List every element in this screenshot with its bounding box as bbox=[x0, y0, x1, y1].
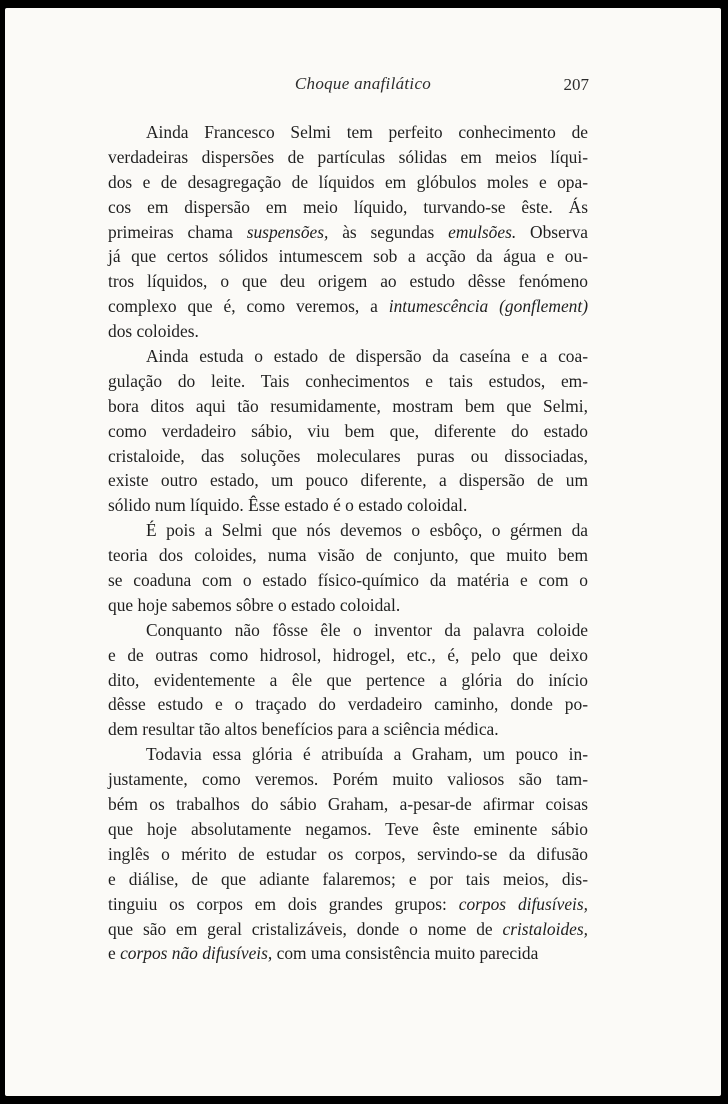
text-run: bora ditos aqui tão resumidamente, mostram bem que Selmi, bbox=[108, 395, 588, 416]
text-line bbox=[108, 742, 588, 767]
text-run: cos em dispersão em meio líquido, turvando-se êste. Ás bbox=[108, 196, 588, 217]
italic-term: cristaloides, bbox=[502, 918, 588, 939]
text-line bbox=[108, 767, 588, 792]
text-run: justamente, como veremos. Porém muito valiosos são tam- bbox=[108, 769, 588, 790]
text-line bbox=[108, 618, 588, 643]
text-line bbox=[108, 518, 588, 543]
paragraph bbox=[108, 120, 588, 344]
italic-term: corpos difusíveis, bbox=[458, 893, 588, 914]
text-run: e bbox=[108, 943, 121, 964]
text-line bbox=[108, 145, 588, 170]
text-run: dos e de desagregação de líquidos em glóbulos moles e opa- bbox=[108, 171, 588, 192]
text-line bbox=[108, 593, 588, 618]
text-run: já que certos sólidos intumescem sob a acção da água e ou- bbox=[108, 246, 588, 267]
text-run: como verdadeiro sábio, viu bem que, diferente do estado bbox=[108, 420, 588, 441]
text-line bbox=[108, 792, 588, 817]
book-page bbox=[5, 8, 721, 1096]
text-run: que hoje sabemos sôbre o estado coloidal. bbox=[108, 594, 401, 615]
text-line bbox=[108, 220, 588, 245]
text-run: existe outro estado, um pouco diferente, a dispersão de um bbox=[108, 470, 588, 491]
text-line bbox=[108, 842, 588, 867]
text-run: teoria dos coloides, numa visão de conjunto, que muito bem bbox=[108, 545, 588, 566]
text-line bbox=[108, 692, 588, 717]
paragraph bbox=[108, 344, 588, 518]
paragraph bbox=[108, 618, 588, 742]
text-run: dem resultar tão altos benefícios para a sciência médica. bbox=[108, 719, 499, 740]
text-run: sólido num líquido. Êsse estado é o estado coloidal. bbox=[108, 495, 468, 516]
text-run: inglês o mérito de estudar os corpos, servindo-se da difusão bbox=[108, 843, 588, 864]
text-line bbox=[108, 817, 588, 842]
text-run: cristaloide, das soluções moleculares puras ou dissociadas, bbox=[108, 445, 588, 466]
text-line bbox=[108, 568, 588, 593]
text-line bbox=[108, 444, 588, 469]
text-run: Conquanto não fôsse êle o inventor da palavra coloide bbox=[146, 619, 588, 640]
text-run: que hoje absolutamente negamos. Teve êste eminente sábio bbox=[108, 818, 588, 839]
paragraph bbox=[108, 742, 588, 966]
text-run: e diálise, de que adiante falaremos; e por tais meios, dis- bbox=[108, 868, 588, 889]
text-run: às segundas bbox=[328, 221, 449, 242]
text-line bbox=[108, 170, 588, 195]
text-run: dito, evidentemente a êle que pertence a glória do início bbox=[108, 669, 588, 690]
text-line bbox=[108, 344, 588, 369]
text-run: que são em geral cristalizáveis, donde o nome de bbox=[108, 918, 503, 939]
text-run: Todavia essa glória é atribuída a Graham, um pouco in- bbox=[146, 744, 588, 765]
page-header bbox=[5, 74, 721, 100]
page-number: 207 bbox=[563, 75, 589, 94]
text-run: Ainda estuda o estado de dispersão da caseína e a coa- bbox=[146, 346, 588, 367]
text-line bbox=[108, 717, 588, 742]
text-line bbox=[108, 941, 588, 966]
text-line bbox=[108, 917, 588, 942]
text-line bbox=[108, 892, 588, 917]
italic-term: suspensões, bbox=[246, 221, 329, 242]
italic-term: corpos não difusíveis, bbox=[120, 943, 273, 964]
text-line bbox=[108, 120, 588, 145]
text-run: tinguiu os corpos em dois grandes grupos: bbox=[108, 893, 459, 914]
text-line bbox=[108, 294, 588, 319]
text-line bbox=[108, 493, 588, 518]
text-run: se coaduna com o estado físico-químico da matéria e com o bbox=[108, 570, 588, 591]
text-run: Observa bbox=[516, 221, 588, 242]
text-line bbox=[108, 244, 588, 269]
text-line bbox=[108, 195, 588, 220]
text-run: com uma consistência muito parecida bbox=[272, 943, 539, 964]
text-run: dêsse estudo e o traçado do verdadeiro caminho, donde po- bbox=[108, 694, 588, 715]
text-run: bém os trabalhos do sábio Graham, a-pesar-de afirmar coisas bbox=[108, 794, 588, 815]
text-line bbox=[108, 394, 588, 419]
text-run: dos coloides. bbox=[108, 321, 199, 342]
text-line bbox=[108, 543, 588, 568]
text-line bbox=[108, 468, 588, 493]
body-text bbox=[108, 120, 588, 966]
text-line bbox=[108, 668, 588, 693]
text-line bbox=[108, 419, 588, 444]
text-run: tros líquidos, o que deu origem ao estudo dêsse fenómeno bbox=[108, 271, 588, 292]
paragraph bbox=[108, 518, 588, 618]
text-run: Ainda Francesco Selmi tem perfeito conhecimento de bbox=[146, 122, 588, 142]
text-run: e de outras como hidrosol, hidrogel, etc., é, pelo que deixo bbox=[108, 644, 588, 665]
text-run: É pois a Selmi que nós devemos o esbôço, o gérmen da bbox=[146, 520, 588, 541]
italic-term: emulsões. bbox=[448, 221, 517, 242]
text-run: primeiras chama bbox=[108, 221, 247, 242]
text-line bbox=[108, 319, 588, 344]
text-run: gulação do leite. Tais conhecimentos e tais estudos, em- bbox=[108, 370, 588, 391]
text-run: verdadeiras dispersões de partículas sólidas em meios líqui- bbox=[108, 146, 588, 167]
text-line bbox=[108, 369, 588, 394]
text-line bbox=[108, 643, 588, 668]
text-run: complexo que é, como veremos, a bbox=[108, 296, 389, 317]
text-line bbox=[108, 867, 588, 892]
text-line bbox=[108, 269, 588, 294]
italic-term: intumescência (gonflement) bbox=[388, 296, 588, 317]
running-title: Choque anafilático bbox=[294, 74, 432, 93]
